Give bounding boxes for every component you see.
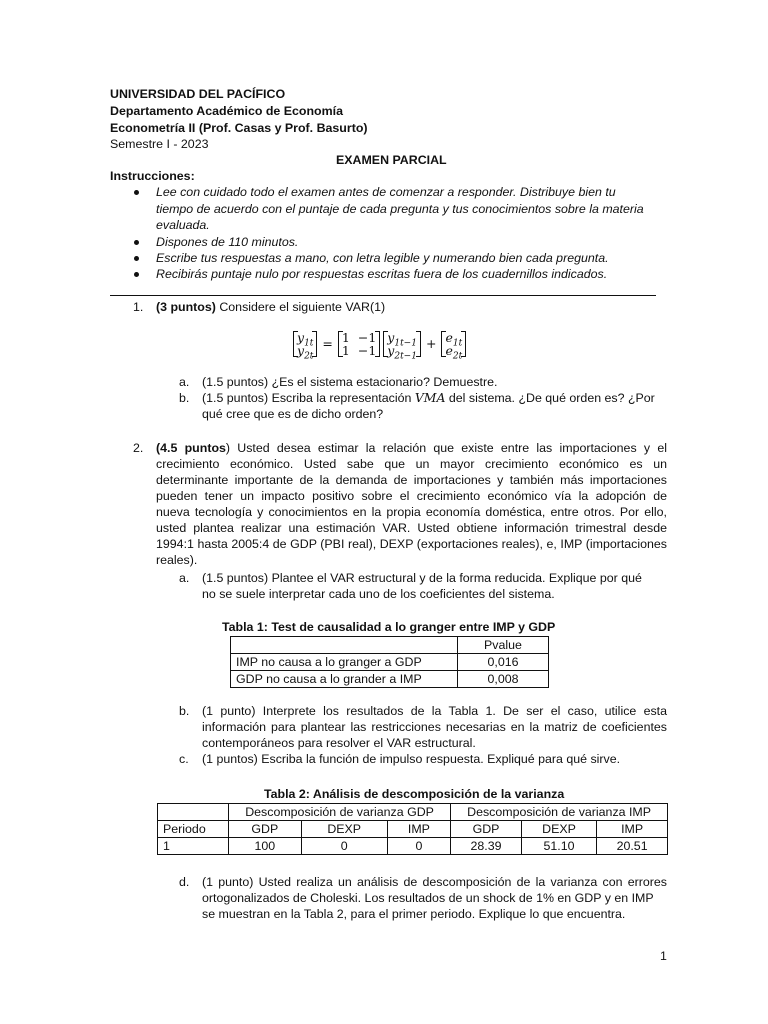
bullet-icon — [134, 256, 139, 261]
table-header-cell: DEXP — [521, 821, 596, 838]
q1a-label: a. — [179, 375, 190, 389]
university-name: UNIVERSIDAD DEL PACÍFICO — [110, 87, 286, 101]
table-cell: 0,016 — [458, 654, 549, 671]
coefficient-matrix — [338, 331, 380, 357]
table-cell: 100 — [229, 838, 302, 855]
table-header-cell: DEXP — [301, 821, 387, 838]
table-header-cell: GDP — [451, 821, 522, 838]
coef-22: −1 — [357, 343, 377, 358]
q1b-line-1 — [202, 390, 655, 406]
table1-title: Tabla 1: Test de causalidad a lo granger entre IMP y GDP — [222, 620, 556, 634]
table-group-header: Descomposición de varianza IMP — [451, 804, 668, 821]
q2-line-3: determinante importante de la demanda de importaciones y también más importaciones — [156, 473, 667, 487]
table-cell: 0 — [301, 838, 387, 855]
q1-number: 1. — [133, 300, 144, 314]
q2-line-5: nueva tecnología y conocimientos en la propia economía doméstica, entre otros. Por ello, — [156, 505, 667, 519]
separator-line — [110, 295, 656, 296]
instruction-1-line-2: tiempo de acuerdo con el puntaje de cada pregunta y tus conocimientos sobre la materia — [156, 202, 644, 216]
table-header-cell: Pvalue — [458, 637, 549, 654]
err-e1: $e_{1t}$ — [445, 330, 463, 349]
q1b-text-post: del sistema. ¿De qué orden es? ¿Por — [448, 391, 655, 405]
q2-line-4: pueden tener un impacto positivo sobre el crecimiento económico vía la adopción de — [156, 489, 667, 503]
table-cell: IMP no causa a lo granger a GDP — [231, 654, 458, 671]
table-header-cell: GDP — [229, 821, 302, 838]
bullet-icon — [134, 272, 139, 277]
q2a-line-2: no se suele interpretar cada uno de los coeficientes del sistema. — [202, 587, 555, 601]
table1 — [230, 636, 549, 688]
q2-line-7: 1994:1 hasta 2005:4 de GDP (PBI real), DEXP (exportaciones reales), e, IMP (importaciones — [156, 537, 667, 551]
error-vector — [441, 330, 466, 362]
table-row — [231, 671, 549, 688]
q2c-text: (1 puntos) Escriba la función de impulso respuesta. Expliqué para qué sirve. — [202, 752, 621, 766]
lag-vector — [383, 330, 421, 362]
q2b-label: b. — [179, 704, 190, 718]
q1-text: Considere el siguiente VAR(1) — [219, 300, 386, 314]
q2-line-6: usted plantea realizar una estimación VAR. Usted obtiene información trimestral desde — [156, 521, 667, 535]
q1-statement — [156, 299, 385, 315]
table-header-cell: IMP — [597, 821, 668, 838]
instruction-1-line-1: Lee con cuidado todo el examen antes de comenzar a responder. Distribuye bien tu — [156, 185, 616, 199]
q2d-line-3: se muestran en la Tabla 2, para el primer periodo. Explique lo que encuentra. — [202, 907, 626, 921]
q2a-label: a. — [179, 571, 190, 585]
table-cell: GDP no causa a lo grander a IMP — [231, 671, 458, 688]
vma-term: VMA — [414, 390, 446, 405]
table-row — [158, 821, 668, 838]
q2d-line-2: ortogonalizados de Choleski. Los resultados de un shock de 1% en GDP y en IMP — [202, 891, 654, 905]
q2b-line-1: (1 punto) Interprete los resultados de la Tabla 1. De ser el caso, utilice esta — [202, 704, 667, 718]
page-number: 1 — [660, 949, 667, 963]
table2-title: Tabla 2: Análisis de descomposición de la varianza — [264, 787, 565, 801]
q1b-line-2: qué cree que es de dicho orden? — [202, 407, 384, 421]
q2-points: (4.5 puntos — [156, 441, 226, 455]
instruction-1-line-3: evaluada. — [156, 218, 210, 232]
instruction-2: Dispones de 110 minutos. — [156, 235, 299, 249]
q2b-line-2: información para plantear las restricciones necesarias en la matriz de coeficientes — [202, 720, 667, 734]
q2d-label: d. — [179, 875, 190, 889]
table-row — [158, 838, 668, 855]
equals-sign: = — [322, 335, 333, 351]
table-group-header: Descomposición de varianza GDP — [229, 804, 451, 821]
q1b-label: b. — [179, 391, 190, 405]
q2-line-2: crecimiento económico. Usted sabe que un mayor crecimiento económico es un — [156, 457, 667, 471]
table-cell: 0,008 — [458, 671, 549, 688]
table-cell: 20.51 — [597, 838, 668, 855]
coef-12: −1 — [357, 330, 377, 345]
lhs-y1: $y_{1t}$ — [297, 330, 314, 349]
table-cell: 51.10 — [521, 838, 596, 855]
table-cell: 0 — [387, 838, 450, 855]
table-cell: 28.39 — [451, 838, 522, 855]
table-row — [231, 654, 549, 671]
q2b-line-3: contemporáneos para resolver el VAR estructural. — [202, 736, 476, 750]
q2c-label: c. — [179, 752, 189, 766]
table-row — [231, 637, 549, 654]
q1b-text-pre: (1.5 puntos) Escriba la representación — [202, 391, 412, 405]
lhs-vector — [293, 330, 317, 362]
q2-line-8: reales). — [156, 553, 198, 567]
q2a-line-1: (1.5 puntos) Plantee el VAR estructural y de la forma reducida. Explique por qué — [202, 571, 642, 585]
lhs-y2: $y_{2t}$ — [297, 343, 314, 362]
instruction-4: Recibirás puntaje nulo por respuestas escritas fuera de los cuadernillos indicados. — [156, 267, 608, 281]
coef-21: 1 — [341, 343, 350, 358]
instructions-heading: Instrucciones: — [110, 169, 195, 183]
bullet-icon — [134, 240, 139, 245]
instruction-3: Escribe tus respuestas a mano, con letra legible y numerando bien cada pregunta. — [156, 251, 609, 265]
table-cell: 1 — [158, 838, 229, 855]
lag-y1: $y_{1t-1}$ — [387, 330, 417, 349]
department-name: Departamento Académico de Economía — [110, 104, 343, 118]
err-e2: $e_{2t}$ — [445, 343, 463, 362]
table-cell — [231, 637, 458, 654]
bullet-icon — [134, 190, 139, 195]
q2-line-1 — [156, 440, 667, 456]
var-equation — [293, 330, 466, 362]
semester: Semestre I - 2023 — [110, 137, 209, 151]
lag-y2: $y_{2t-1}$ — [387, 343, 417, 362]
plus-sign: + — [425, 335, 437, 351]
exam-title: EXAMEN PARCIAL — [336, 153, 447, 167]
q1-points: (3 puntos) — [156, 300, 216, 314]
table-cell — [158, 804, 229, 821]
q2d-line-1: (1 punto) Usted realiza un análisis de descomposición de la varianza con errores — [202, 875, 667, 889]
q2-number: 2. — [133, 441, 144, 455]
q2-text-1: ) Usted desea estimar la relación que existe entre las importaciones y el — [225, 441, 667, 455]
q1a-text: (1.5 puntos) ¿Es el sistema estacionario? Demuestre. — [202, 375, 498, 389]
table2 — [157, 803, 668, 855]
table-header-cell: Periodo — [158, 821, 229, 838]
coef-11: 1 — [341, 330, 350, 345]
table-row — [158, 804, 668, 821]
table-header-cell: IMP — [387, 821, 450, 838]
course-name: Econometría II (Prof. Casas y Prof. Basurto) — [110, 121, 368, 135]
